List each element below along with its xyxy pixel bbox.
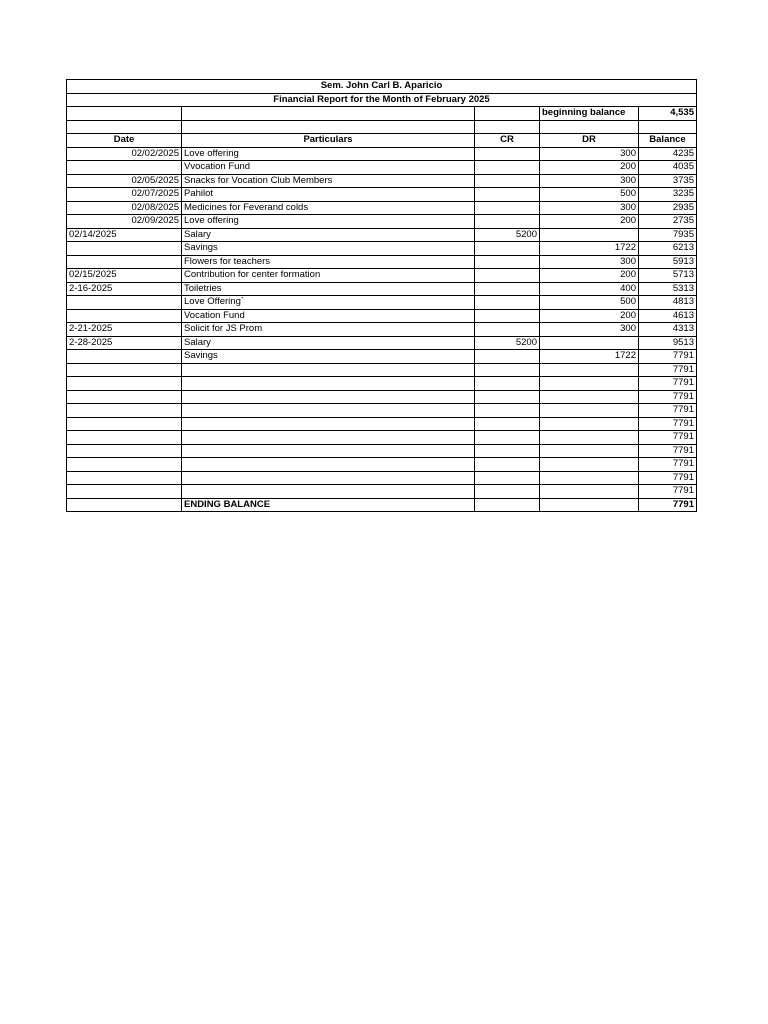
row-balance-cell: 9513	[639, 336, 697, 350]
row-particulars-cell: Savings	[182, 242, 475, 256]
row-particulars-cell	[182, 377, 475, 391]
transaction-row	[67, 174, 697, 188]
row-cr-cell	[475, 255, 540, 269]
row-dr-cell: 200	[540, 161, 639, 175]
financial-report-table	[66, 79, 697, 512]
row-cr-cell	[475, 363, 540, 377]
row-cr-cell	[475, 161, 540, 175]
empty-cell	[540, 498, 639, 512]
row-dr-cell: 400	[540, 282, 639, 296]
row-cr-cell	[475, 390, 540, 404]
row-dr-cell: 300	[540, 201, 639, 215]
transaction-row	[67, 485, 697, 499]
row-dr-cell	[540, 336, 639, 350]
empty-cell	[475, 498, 540, 512]
row-cr-cell	[475, 215, 540, 229]
empty-cell	[67, 120, 182, 134]
ending-balance-value: 7791	[639, 498, 697, 512]
transaction-row	[67, 404, 697, 418]
row-particulars-cell	[182, 485, 475, 499]
row-particulars-cell: Love Offering`	[182, 296, 475, 310]
transaction-row	[67, 255, 697, 269]
row-particulars-cell	[182, 404, 475, 418]
row-dr-cell: 300	[540, 147, 639, 161]
beginning-balance-value: 4,535	[639, 107, 697, 121]
title-row	[67, 80, 697, 94]
column-header-particulars: Particulars	[182, 134, 475, 148]
transaction-row	[67, 242, 697, 256]
row-cr-cell	[475, 431, 540, 445]
transaction-row	[67, 471, 697, 485]
row-particulars-cell: Toiletries	[182, 282, 475, 296]
row-particulars-cell: Vocation Fund	[182, 309, 475, 323]
column-header-cr: CR	[475, 134, 540, 148]
row-balance-cell: 7791	[639, 444, 697, 458]
row-particulars-cell: Pahilot	[182, 188, 475, 202]
row-particulars-cell: Savings	[182, 350, 475, 364]
empty-cell	[475, 120, 540, 134]
row-particulars-cell: Contribution for center formation	[182, 269, 475, 283]
transaction-row	[67, 377, 697, 391]
row-balance-cell: 7791	[639, 377, 697, 391]
row-balance-cell: 2935	[639, 201, 697, 215]
row-cr-cell	[475, 147, 540, 161]
row-particulars-cell	[182, 417, 475, 431]
row-dr-cell: 300	[540, 255, 639, 269]
row-balance-cell: 4235	[639, 147, 697, 161]
row-date-cell	[67, 161, 182, 175]
row-date-cell: 02/14/2025	[67, 228, 182, 242]
row-cr-cell	[475, 201, 540, 215]
row-cr-cell	[475, 188, 540, 202]
row-particulars-cell	[182, 431, 475, 445]
column-header-balance: Balance	[639, 134, 697, 148]
row-particulars-cell: Salary	[182, 228, 475, 242]
row-dr-cell	[540, 363, 639, 377]
row-dr-cell	[540, 417, 639, 431]
row-particulars-cell	[182, 390, 475, 404]
row-date-cell	[67, 458, 182, 472]
row-cr-cell	[475, 309, 540, 323]
row-particulars-cell: Medicines for Feverand colds	[182, 201, 475, 215]
row-date-cell: 02/15/2025	[67, 269, 182, 283]
report-subtitle: Financial Report for the Month of February 2025	[67, 93, 697, 107]
transaction-row	[67, 323, 697, 337]
transaction-row	[67, 228, 697, 242]
spacer-row	[67, 120, 697, 134]
transaction-row	[67, 309, 697, 323]
row-balance-cell: 5313	[639, 282, 697, 296]
row-date-cell	[67, 417, 182, 431]
row-date-cell	[67, 471, 182, 485]
row-particulars-cell	[182, 363, 475, 377]
row-date-cell: 2-16-2025	[67, 282, 182, 296]
row-particulars-cell: Salary	[182, 336, 475, 350]
empty-cell	[67, 498, 182, 512]
row-date-cell: 2-28-2025	[67, 336, 182, 350]
row-balance-cell: 7791	[639, 485, 697, 499]
row-dr-cell: 300	[540, 174, 639, 188]
row-cr-cell	[475, 404, 540, 418]
row-balance-cell: 3235	[639, 188, 697, 202]
column-header-dr: DR	[540, 134, 639, 148]
row-date-cell	[67, 390, 182, 404]
row-balance-cell: 7791	[639, 458, 697, 472]
row-balance-cell: 2735	[639, 215, 697, 229]
row-dr-cell: 1722	[540, 242, 639, 256]
row-cr-cell	[475, 350, 540, 364]
row-dr-cell	[540, 458, 639, 472]
transaction-row	[67, 350, 697, 364]
row-particulars-cell: Flowers for teachers	[182, 255, 475, 269]
transaction-row	[67, 296, 697, 310]
row-dr-cell	[540, 404, 639, 418]
row-particulars-cell: Snacks for Vocation Club Members	[182, 174, 475, 188]
row-balance-cell: 7791	[639, 404, 697, 418]
row-date-cell: 02/05/2025	[67, 174, 182, 188]
row-balance-cell: 7791	[639, 431, 697, 445]
transaction-row	[67, 444, 697, 458]
row-balance-cell: 7791	[639, 350, 697, 364]
transaction-row	[67, 215, 697, 229]
transaction-row	[67, 282, 697, 296]
row-dr-cell: 200	[540, 269, 639, 283]
row-date-cell	[67, 242, 182, 256]
row-balance-cell: 7791	[639, 390, 697, 404]
row-particulars-cell	[182, 444, 475, 458]
transaction-row	[67, 147, 697, 161]
row-date-cell	[67, 350, 182, 364]
transaction-row	[67, 458, 697, 472]
beginning-balance-label: beginning balance	[540, 107, 639, 121]
row-date-cell	[67, 255, 182, 269]
row-cr-cell: 5200	[475, 336, 540, 350]
row-date-cell	[67, 363, 182, 377]
row-date-cell: 02/02/2025	[67, 147, 182, 161]
ending-balance-row	[67, 498, 697, 512]
row-balance-cell: 7791	[639, 417, 697, 431]
row-particulars-cell: Love offering	[182, 147, 475, 161]
ending-balance-label: ENDING BALANCE	[182, 498, 475, 512]
row-date-cell	[67, 485, 182, 499]
row-dr-cell: 200	[540, 215, 639, 229]
transaction-row	[67, 269, 697, 283]
transaction-row	[67, 390, 697, 404]
row-cr-cell	[475, 269, 540, 283]
row-balance-cell: 5913	[639, 255, 697, 269]
row-cr-cell	[475, 296, 540, 310]
transaction-row	[67, 363, 697, 377]
row-cr-cell	[475, 417, 540, 431]
column-header-date: Date	[67, 134, 182, 148]
row-cr-cell	[475, 471, 540, 485]
empty-cell	[540, 120, 639, 134]
row-dr-cell: 300	[540, 323, 639, 337]
row-balance-cell: 4313	[639, 323, 697, 337]
transaction-row	[67, 161, 697, 175]
row-date-cell: 2-21-2025	[67, 323, 182, 337]
row-date-cell	[67, 444, 182, 458]
row-balance-cell: 6213	[639, 242, 697, 256]
beginning-balance-row	[67, 107, 697, 121]
row-date-cell	[67, 296, 182, 310]
row-dr-cell	[540, 485, 639, 499]
transaction-row	[67, 431, 697, 445]
row-date-cell: 02/09/2025	[67, 215, 182, 229]
row-dr-cell: 500	[540, 188, 639, 202]
row-dr-cell	[540, 444, 639, 458]
transaction-row	[67, 336, 697, 350]
row-balance-cell: 4613	[639, 309, 697, 323]
empty-cell	[67, 107, 182, 121]
row-date-cell	[67, 377, 182, 391]
row-dr-cell: 500	[540, 296, 639, 310]
row-cr-cell	[475, 377, 540, 391]
row-balance-cell: 4035	[639, 161, 697, 175]
transaction-row	[67, 417, 697, 431]
empty-cell	[182, 120, 475, 134]
row-cr-cell	[475, 282, 540, 296]
row-dr-cell	[540, 377, 639, 391]
row-cr-cell	[475, 458, 540, 472]
report-title: Sem. John Carl B. Aparicio	[67, 80, 697, 94]
transaction-row	[67, 201, 697, 215]
empty-cell	[639, 120, 697, 134]
row-dr-cell	[540, 228, 639, 242]
row-balance-cell: 7935	[639, 228, 697, 242]
row-date-cell	[67, 404, 182, 418]
row-cr-cell: 5200	[475, 228, 540, 242]
row-date-cell: 02/08/2025	[67, 201, 182, 215]
column-header-row	[67, 134, 697, 148]
row-dr-cell: 1722	[540, 350, 639, 364]
row-balance-cell: 4813	[639, 296, 697, 310]
row-balance-cell: 7791	[639, 363, 697, 377]
row-particulars-cell	[182, 458, 475, 472]
empty-cell	[475, 107, 540, 121]
row-cr-cell	[475, 174, 540, 188]
row-dr-cell: 200	[540, 309, 639, 323]
row-particulars-cell	[182, 471, 475, 485]
row-cr-cell	[475, 444, 540, 458]
row-date-cell	[67, 431, 182, 445]
row-particulars-cell: Solicit for JS Prom	[182, 323, 475, 337]
row-balance-cell: 3735	[639, 174, 697, 188]
row-particulars-cell: Love offering	[182, 215, 475, 229]
row-dr-cell	[540, 471, 639, 485]
transaction-row	[67, 188, 697, 202]
row-cr-cell	[475, 242, 540, 256]
empty-cell	[182, 107, 475, 121]
row-cr-cell	[475, 485, 540, 499]
row-dr-cell	[540, 431, 639, 445]
subtitle-row	[67, 93, 697, 107]
row-dr-cell	[540, 390, 639, 404]
row-balance-cell: 7791	[639, 471, 697, 485]
row-particulars-cell: Vvocation Fund	[182, 161, 475, 175]
row-balance-cell: 5713	[639, 269, 697, 283]
row-cr-cell	[475, 323, 540, 337]
row-date-cell: 02/07/2025	[67, 188, 182, 202]
row-date-cell	[67, 309, 182, 323]
